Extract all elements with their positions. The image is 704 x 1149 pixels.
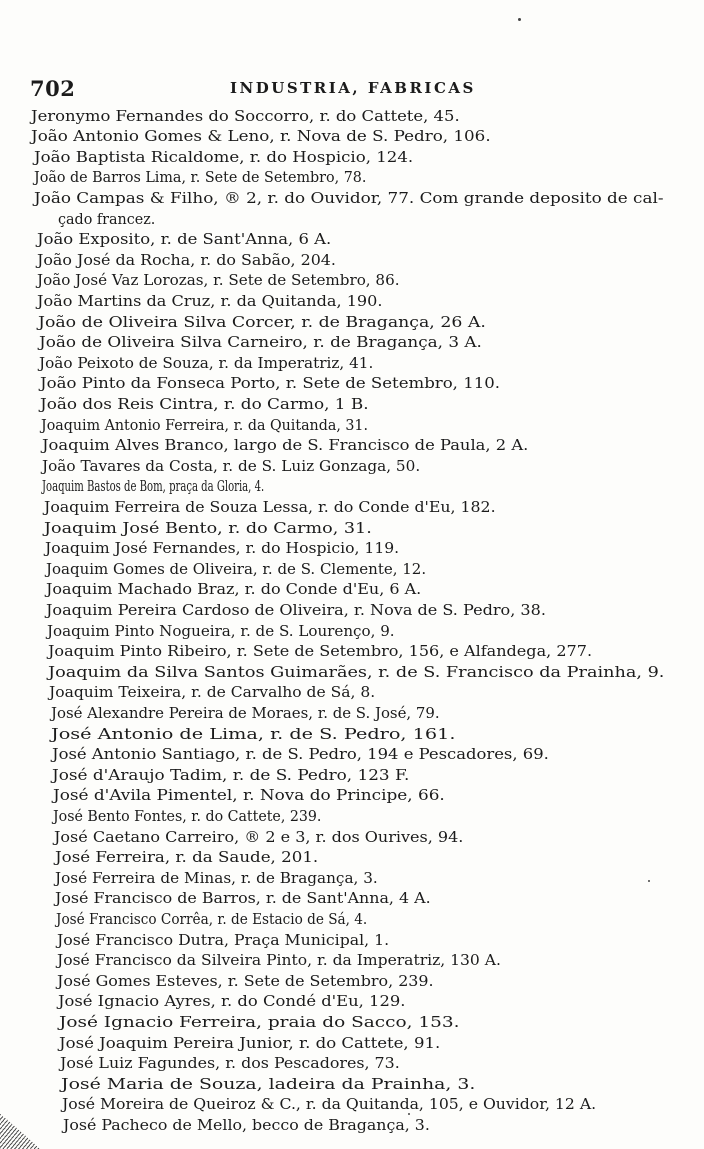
directory-entry: José Luiz Fagundes, r. dos Pescadores, 73.	[60, 1054, 400, 1073]
directory-entry: Joaquim Machado Braz, r. do Conde d'Eu, 6 A.	[46, 580, 422, 599]
directory-entry: José Francisco Dutra, Praça Municipal, 1.	[57, 930, 390, 949]
directory-entry: João Peixoto de Souza, r. da Imperatriz, 41.	[39, 353, 374, 372]
directory-entry: João Campas & Filho, ® 2, r. do Ouvidor, 77. Com grande deposito de cal-	[34, 188, 664, 207]
directory-entry: José Moreira de Queiroz & C., r. da Quitanda, 105, e Ouvidor, 12 A.	[62, 1095, 597, 1114]
directory-entry-continuation: çado francez.	[58, 209, 156, 228]
directory-entry: José Antonio de Lima, r. de S. Pedro, 161.	[51, 724, 456, 743]
directory-entry: José Ignacio Ferreira, praia do Sacco, 153.	[59, 1012, 460, 1031]
directory-entry: José Alexandre Pereira de Moraes, r. de S. José, 79.	[51, 703, 440, 722]
directory-entry: João dos Reis Cintra, r. do Carmo, 1 B.	[40, 394, 369, 413]
ink-speck	[648, 880, 650, 882]
directory-entry: José Joaquim Pereira Junior, r. do Cattete, 91.	[59, 1033, 441, 1052]
directory-entry: João Martins da Cruz, r. da Quitanda, 190.	[37, 291, 383, 310]
directory-entry: José Francisco de Barros, r. de Sant'Anna, 4 A.	[55, 889, 431, 908]
directory-entry: João de Oliveira Silva Carneiro, r. de Bragança, 3 A.	[39, 333, 482, 352]
directory-entry: Joaquim José Bento, r. do Carmo, 31.	[44, 518, 372, 537]
directory-entry: Joaquim Alves Branco, largo de S. Francisco de Paula, 2 A.	[42, 436, 529, 455]
directory-entry: José Ferreira de Minas, r. de Bragança, 3.	[55, 868, 378, 887]
directory-entry: José Francisco Corrêa, r. de Estacio de Sá, 4.	[56, 909, 368, 928]
directory-entry: José Ignacio Ayres, r. do Condé d'Eu, 129.	[58, 992, 406, 1011]
directory-entry: Jeronymo Fernandes do Soccorro, r. do Cattete, 45.	[31, 106, 460, 125]
directory-entry: Joaquim Pinto Nogueira, r. de S. Lourenço, 9.	[47, 621, 395, 640]
directory-entry: José Maria de Souza, ladeira da Prainha, 3.	[61, 1074, 476, 1093]
directory-entry: José Ferreira, r. da Saude, 201.	[55, 848, 319, 867]
directory-entry: João Tavares da Costa, r. de S. Luiz Gonzaga, 50.	[42, 456, 421, 475]
running-title: INDUSTRIA, FABRICAS	[230, 79, 476, 97]
directory-entry: José Pacheco de Mello, becco de Bragança, 3.	[63, 1115, 430, 1134]
directory-entry: João de Oliveira Silva Corcer, r. de Bragança, 26 A.	[38, 312, 486, 331]
directory-entry: Joaquim Teixeira, r. de Carvalho de Sá, 8.	[49, 683, 376, 702]
directory-entry: José Francisco da Silveira Pinto, r. da Imperatriz, 130 A.	[57, 951, 501, 970]
directory-entry: Joaquim Antonio Ferreira, r. da Quitanda, 31.	[41, 415, 368, 434]
ink-speck	[518, 18, 521, 21]
directory-entry: João Antonio Gomes & Leno, r. Nova de S. Pedro, 106.	[31, 127, 491, 146]
directory-entry: José Gomes Esteves, r. Sete de Setembro, 239.	[57, 971, 434, 990]
directory-entry: Joaquim Bastos de Bom, praça da Gloria, 4.	[42, 477, 265, 496]
directory-entry: Joaquim da Silva Santos Guimarães, r. de S. Francisco da Prainha, 9.	[48, 662, 665, 681]
directory-entry: José Caetano Carreiro, ® 2 e 3, r. dos Ourives, 94.	[54, 827, 464, 846]
directory-entry: Joaquim Gomes de Oliveira, r. de S. Clemente, 12.	[46, 559, 427, 578]
directory-entry: João José Vaz Lorozas, r. Sete de Setembro, 86.	[37, 271, 400, 290]
directory-entry: João de Barros Lima, r. Sete de Setembro, 78.	[34, 168, 367, 187]
directory-entry: José d'Araujo Tadim, r. de S. Pedro, 123 F.	[52, 765, 410, 784]
page-number: 702	[30, 76, 76, 101]
directory-entry: Joaquim Ferreira de Souza Lessa, r. do Conde d'Eu, 182.	[44, 497, 496, 516]
directory-entry: José Antonio Santiago, r. de S. Pedro, 194 e Pescadores, 69.	[52, 745, 549, 764]
directory-entry: João Pinto da Fonseca Porto, r. Sete de Setembro, 110.	[40, 374, 501, 393]
directory-entry: Joaquim José Fernandes, r. do Hospicio, 119.	[45, 539, 400, 558]
directory-entry: João José da Rocha, r. do Sabão, 204.	[37, 250, 336, 269]
directory-entry: João Exposito, r. de Sant'Anna, 6 A.	[37, 230, 332, 249]
ink-speck	[408, 1113, 410, 1115]
directory-entry: José Bento Fontes, r. do Cattete, 239.	[53, 806, 322, 825]
directory-entry: José d'Avila Pimentel, r. Nova do Principe, 66.	[53, 786, 445, 805]
directory-entry: João Baptista Ricaldome, r. do Hospicio, 124.	[34, 147, 414, 166]
directory-entry: Joaquim Pinto Ribeiro, r. Sete de Setembro, 156, e Alfandega, 277.	[48, 642, 593, 661]
directory-entry: Joaquim Pereira Cardoso de Oliveira, r. Nova de S. Pedro, 38.	[46, 600, 546, 619]
